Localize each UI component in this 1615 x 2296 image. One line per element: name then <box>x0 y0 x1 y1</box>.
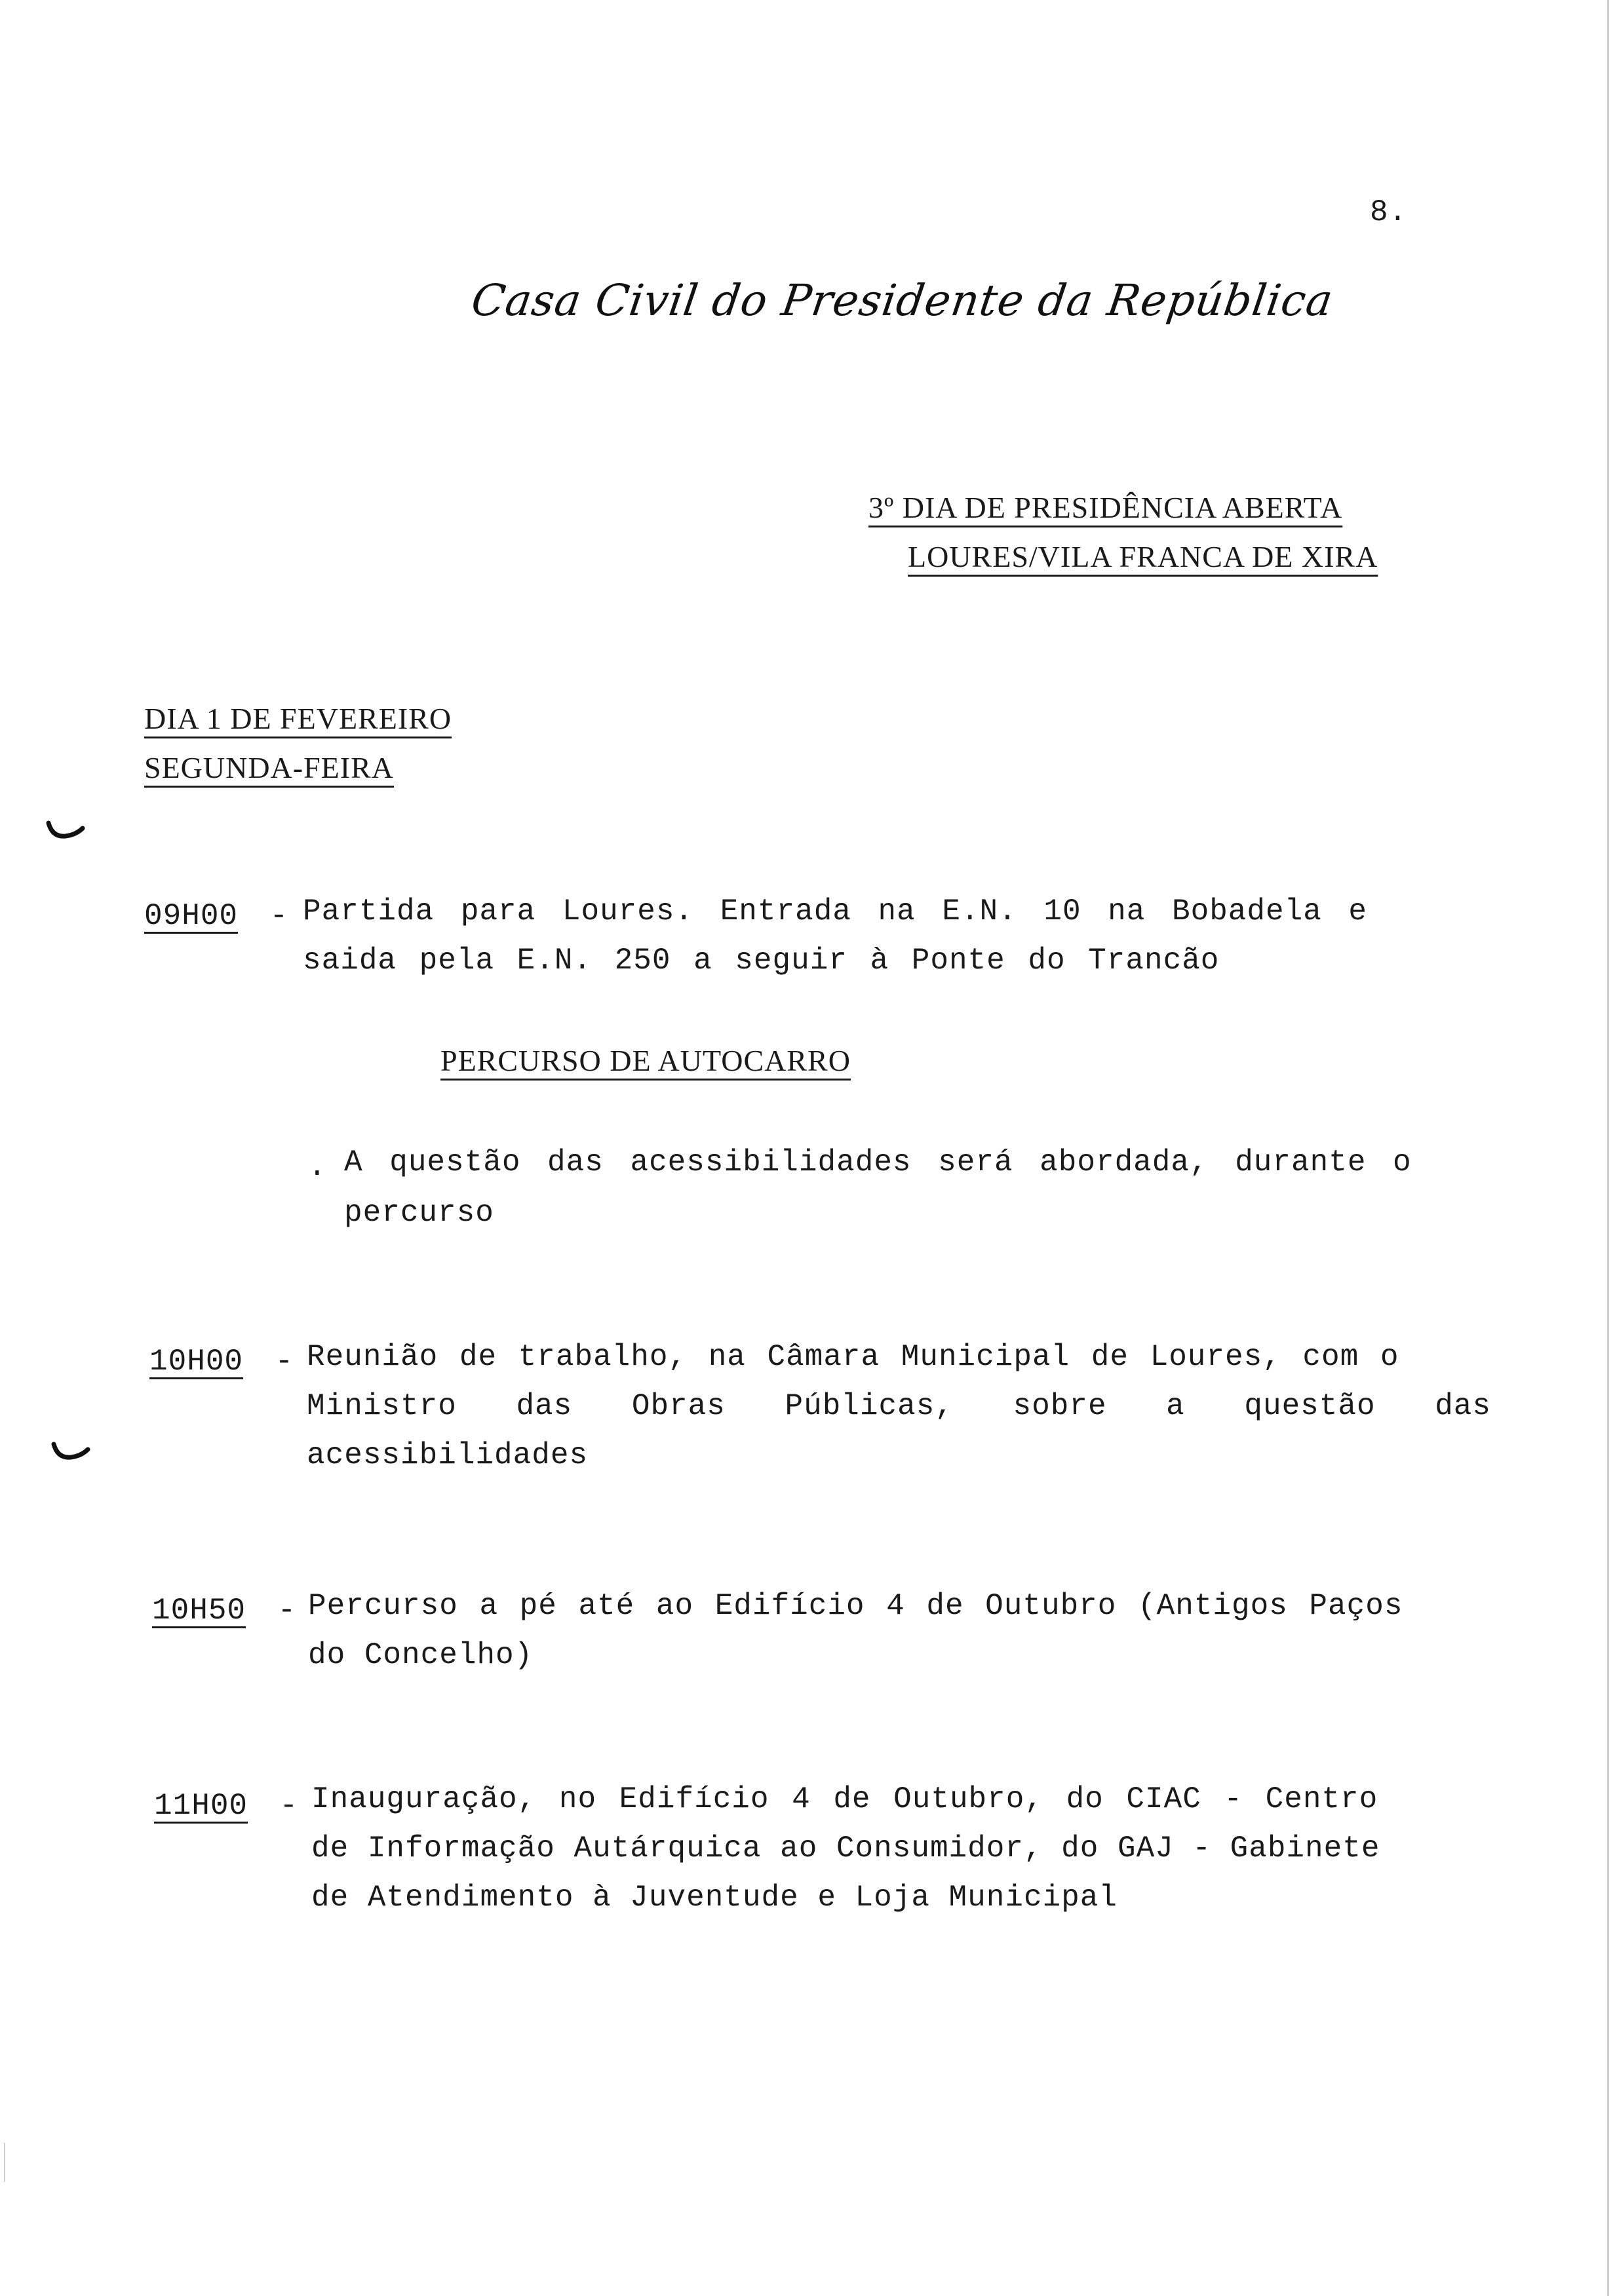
schedule-entry <box>144 899 288 933</box>
entry-line: de Informação Autárquica ao Consumidor, do GAJ - Gabinete <box>311 1831 1380 1866</box>
weekday: SEGUNDA-FEIRA <box>144 751 394 784</box>
header-line-1: 3º DIA DE PRESIDÊNCIA ABERTA <box>868 491 1343 524</box>
bullet-line: percurso <box>344 1196 494 1230</box>
entry-line: Percurso a pé até ao Edifício 4 de Outubro (Antigos Paços <box>308 1589 1403 1623</box>
scan-edge <box>1607 0 1609 2296</box>
schedule-entry <box>149 1345 294 1379</box>
subheading: PERCURSO DE AUTOCARRO <box>440 1044 851 1077</box>
entry-time: 11H00 <box>154 1789 248 1823</box>
schedule-entry <box>154 1789 298 1823</box>
entry-dash: - <box>275 1345 294 1379</box>
schedule-entry <box>152 1594 296 1628</box>
check-mark-icon <box>46 820 85 840</box>
bullet-marker: . <box>308 1150 327 1184</box>
entry-time: 09H00 <box>144 899 239 933</box>
entry-time: 10H50 <box>152 1594 246 1628</box>
entry-line: acessibilidades <box>307 1438 589 1472</box>
entry-dash: - <box>277 1594 297 1628</box>
entry-line: Inauguração, no Edifício 4 de Outubro, do CIAC - Centro <box>311 1782 1378 1816</box>
entry-line: de Atendimento à Juventude e Loja Municipal <box>311 1881 1118 1915</box>
entry-line: saida pela E.N. 250 a seguir à Ponte do Trancão <box>303 944 1220 978</box>
scan-edge <box>4 2143 5 2182</box>
entry-dash: - <box>279 1789 299 1823</box>
header-line-2: LOURES/VILA FRANCA DE XIRA <box>908 540 1378 573</box>
bullet-line: A questão das acessibilidades será abordada, durante o <box>344 1145 1412 1179</box>
entry-line: Partida para Loures. Entrada na E.N. 10 na Bobadela e <box>303 894 1368 928</box>
entry-line: Reunião de trabalho, na Câmara Municipal de Loures, com o <box>307 1340 1399 1374</box>
entry-dash: - <box>269 899 289 933</box>
entry-time: 10H00 <box>149 1345 244 1379</box>
date-line-1: DIA 1 DE FEVEREIRO <box>144 702 452 735</box>
entry-line: Ministro das Obras Públicas, sobre a questão das <box>307 1389 1492 1423</box>
letterhead: Casa Civil do Presidente da República <box>468 275 1336 326</box>
page-number: 8. <box>1370 195 1408 229</box>
check-mark-icon <box>51 1442 90 1461</box>
entry-line: do Concelho) <box>308 1638 534 1672</box>
